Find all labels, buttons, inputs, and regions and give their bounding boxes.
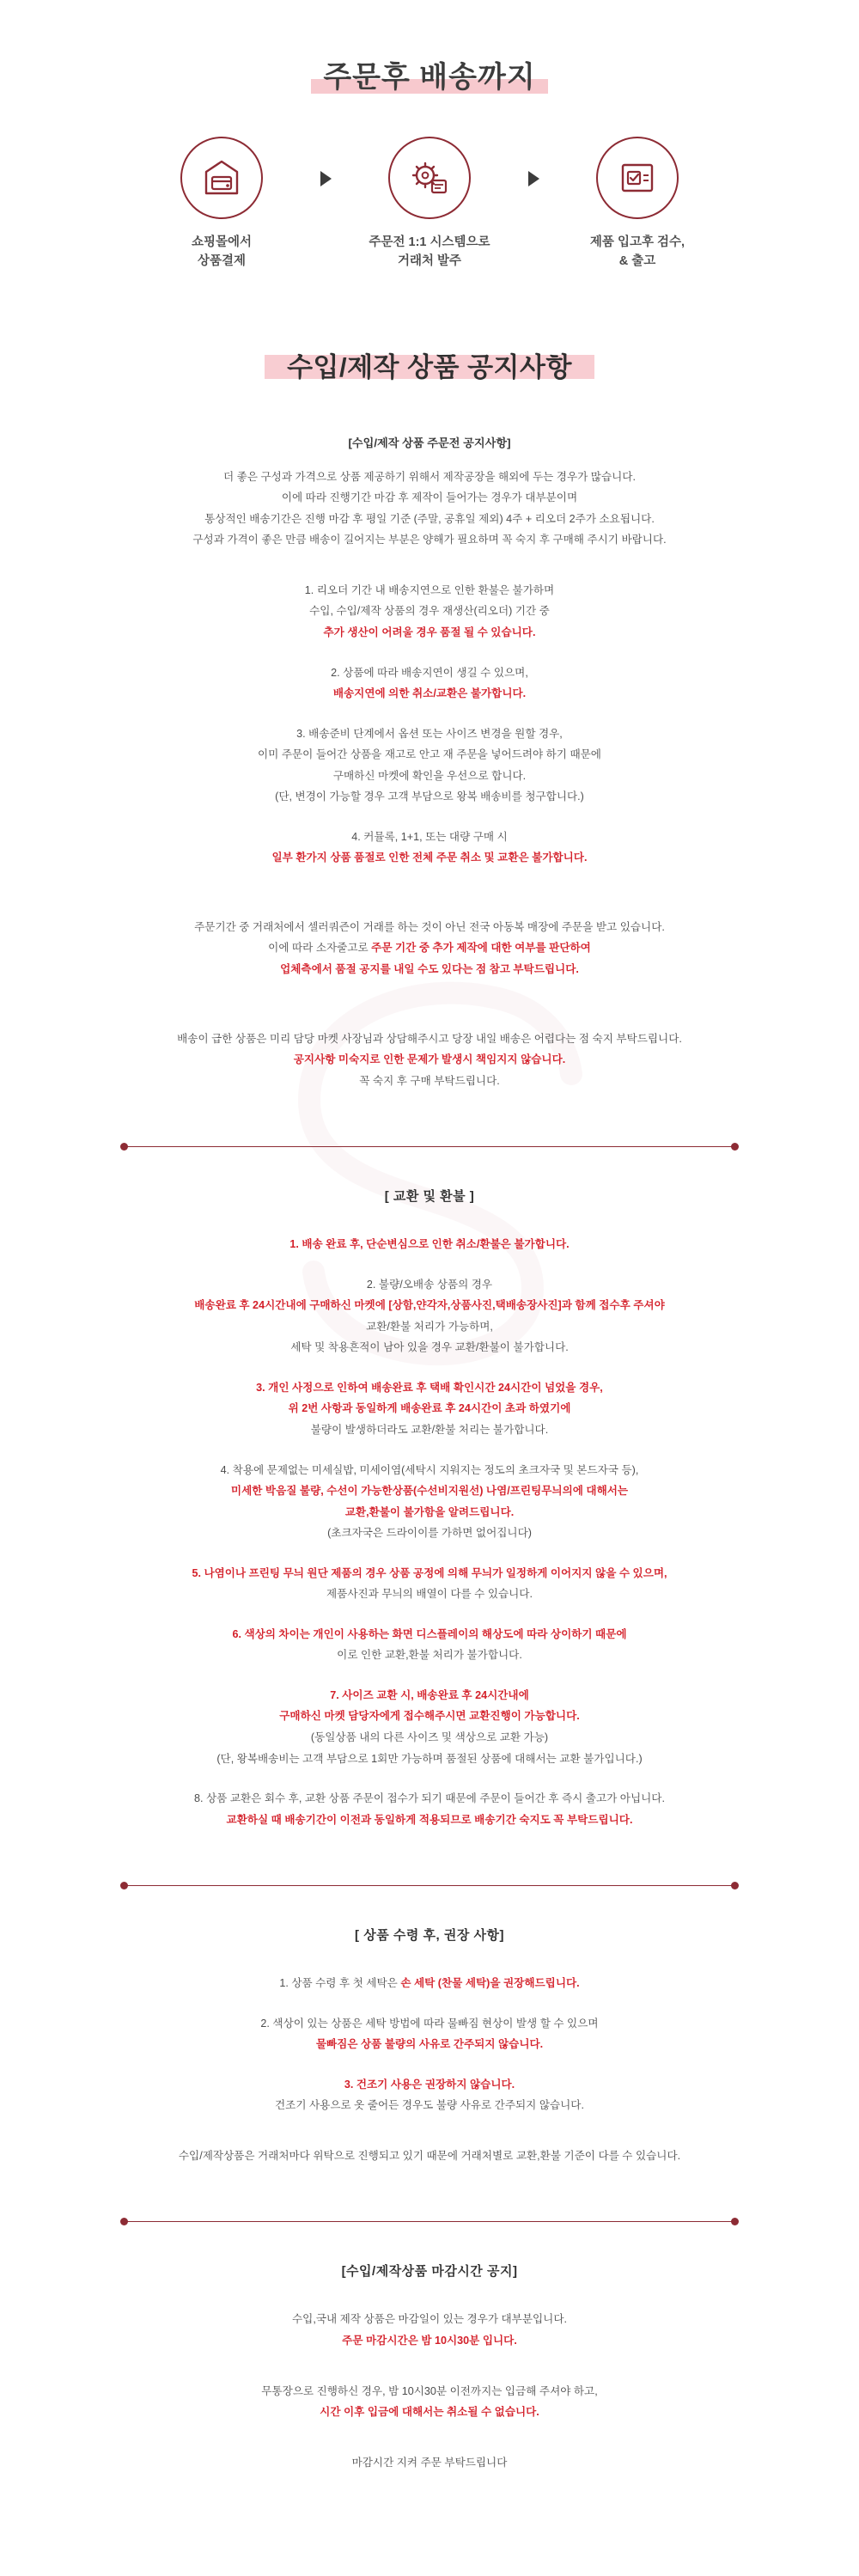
divider-dot-right <box>731 1882 739 1889</box>
step-3-circle <box>596 137 679 219</box>
step-2-circle <box>388 137 471 219</box>
notice-line-emphasis: 배송지연에 의한 취소/교환은 불가합니다. <box>332 687 527 700</box>
exchange-item-2 <box>77 1274 782 1358</box>
step-2-label-line1: 주문전 1:1 시스템으로 <box>369 235 490 249</box>
care-line-emphasis: 물빠짐은 상품 불량의 사유로 간주되지 않습니다. <box>315 2038 544 2051</box>
notice-intro-line: 통상적인 배송기간은 진행 마감 후 평일 기준 (주말, 공휴일 제외) 4주 + 리오더 2주가 소요됩니다. <box>204 512 655 525</box>
notice-intro-line: 이에 따라 진행기간 마감 후 제작이 들어가는 경우가 대부분이며 <box>281 491 578 504</box>
care-line-emphasis: 3. 건조기 사용은 권장하지 않습니다. <box>344 2078 515 2091</box>
deadline-line: 수입,국내 제작 상품은 마감일이 있는 경우가 대부분입니다. <box>292 2313 567 2326</box>
care-item-2 <box>77 2013 782 2055</box>
exchange-line-emphasis: 미세한 박음질 불량, 수선이 가능한상품(수선비지원선) 나염/프린팅무늬의에 대해서는 <box>230 1485 629 1498</box>
care-line-prefix: 1. 상품 수령 후 첫 세탁은 <box>279 1977 401 1990</box>
exchange-item-5 <box>77 1563 782 1605</box>
system-gear-icon <box>406 155 453 201</box>
deadline-title: [수입/제작상품 마감시간 공지] <box>341 2264 518 2280</box>
main-heading <box>0 345 859 384</box>
care-item-3 <box>77 2074 782 2116</box>
notice-line: 1. 리오더 기간 내 배송지연으로 인한 환불은 불가하며 <box>304 583 555 596</box>
divider-3 <box>120 2218 739 2225</box>
care-line <box>77 1973 782 1994</box>
exchange-line-emphasis: 위 2번 사항과 동일하게 배송완료 후 24시간이 초과 하였기에 <box>288 1402 571 1415</box>
care-line: 2. 색상이 있는 상품은 세탁 방법에 따라 물빠짐 현상이 발생 할 수 있으며 <box>260 2017 599 2030</box>
notice-mid-prefix: 이에 따라 소자줄고로 <box>268 942 372 955</box>
exchange-line-emphasis: 교환하실 때 배송기간이 이전과 동일하게 적용되므로 배송기간 숙지도 꼭 부탁드립니다. <box>226 1813 633 1826</box>
deadline-block-1 <box>77 2309 782 2351</box>
notice-mid-emphasis: 주문 기간 중 추가 제작에 대한 여부를 판단하여 <box>371 942 591 955</box>
main-heading-wrap <box>265 345 594 384</box>
process-steps <box>0 137 859 272</box>
step-1-label-line2: 상품결제 <box>197 254 247 269</box>
deadline-footer: 마감시간 지켜 주문 부탁드립니다 <box>351 2456 508 2469</box>
divider-2 <box>120 1882 739 1889</box>
notice-intro-line: 구성과 가격이 좋은 만큼 배송이 길어지는 부분은 양해가 필요하며 꼭 숙지 후 구매해 주시기 바랍니다. <box>192 534 667 546</box>
notice-line: 3. 배송준비 단계에서 옵션 또는 사이즈 변경을 원할 경우, <box>296 727 563 740</box>
notice-intro <box>77 467 782 551</box>
exchange-line-emphasis: 1. 배송 완료 후, 단순변심으로 인한 취소/환불은 불가합니다. <box>289 1238 570 1251</box>
step-3-label-line2: & 출고 <box>618 254 656 269</box>
notice-section <box>77 432 782 551</box>
divider-line <box>125 2221 734 2222</box>
step-item-2 <box>348 137 511 272</box>
exchange-line: 8. 상품 교환은 회수 후, 교환 상품 주문이 접수가 되기 때문에 주문이 들어간 후 즉시 출고가 아닙니다. <box>194 1792 665 1805</box>
exchange-line: 불량이 발생하더라도 교환/환불 처리는 불가합니다. <box>310 1423 549 1436</box>
care-footer: 수입/제작상품은 거래처마다 위탁으로 진행되고 있기 때문에 거래처별로 교환,환불 기준이 다를 수 있습니다. <box>178 2149 681 2162</box>
exchange-item-3 <box>77 1377 782 1441</box>
exchange-line: 제품사진과 무늬의 배열이 다를 수 있습니다. <box>326 1588 533 1601</box>
top-banner <box>0 0 859 95</box>
notice-line-emphasis: 추가 생산이 어려울 경우 품절 될 수 있습니다. <box>323 626 536 638</box>
exchange-line-emphasis: 구매하신 마켓 담당자에게 접수해주시면 교환진행이 가능합니다. <box>279 1710 580 1723</box>
exchange-line: 2. 불량/오배송 상품의 경우 <box>366 1278 493 1291</box>
exchange-title: [ 교환 및 환불 ] <box>384 1189 475 1205</box>
notice-item-3 <box>77 723 782 808</box>
care-title: [ 상품 수령 후, 권장 사항] <box>355 1928 504 1944</box>
notice-line: 2. 상품에 따라 배송지연이 생길 수 있으며, <box>331 666 528 679</box>
notice-item-4 <box>77 827 782 869</box>
step-2-label-line2: 거래처 발주 <box>397 254 462 269</box>
exchange-item-4 <box>77 1460 782 1544</box>
bottom-spacer <box>0 2473 859 2576</box>
notice-item-2 <box>77 662 782 705</box>
step-1-circle <box>180 137 263 219</box>
divider-1 <box>120 1143 739 1151</box>
top-banner-title: 주문후 배송까지 <box>323 61 536 94</box>
notice-item-1 <box>77 580 782 644</box>
notice-line: 4. 커뮬록, 1+1, 또는 대량 구매 시 <box>351 830 508 843</box>
exchange-line: (동일상품 내의 다른 사이즈 및 색상으로 교환 가능) <box>310 1731 549 1743</box>
exchange-line-emphasis: 7. 사이즈 교환 시, 배송완료 후 24시간내에 <box>330 1688 529 1701</box>
notice-mid-line: 주문기간 중 거래처에서 셀러쿼즌이 거래를 하는 것이 아닌 전국 아동복 매장에 주문을 받고 있습니다. <box>194 920 665 933</box>
step-arrow-2 <box>511 137 556 186</box>
notice-line-emphasis: 일부 환가지 상품 품절로 인한 전체 주문 취소 및 교환은 불가합니다. <box>271 852 588 864</box>
notice-intro-line: 더 좋은 구성과 가격으로 상품 제공하기 위해서 제작공장을 해외에 두는 경우가 많습니다. <box>223 470 636 483</box>
exchange-line: 세탁 및 착용흔적이 남아 있을 경우 교환/환불이 불가합니다. <box>290 1341 569 1354</box>
step-item-1 <box>140 137 303 272</box>
notice-line: 수입, 수입/제작 상품의 경우 재생산(리오더) 기간 중 <box>309 605 550 618</box>
notice-mid-line-2 <box>77 937 782 959</box>
deadline-block-2 <box>77 2381 782 2423</box>
notice-tail-line: 꼭 숙지 후 구매 부탁드립니다. <box>359 1074 500 1087</box>
notice-title: [수입/제작 상품 주문전 공지사항] <box>348 436 511 449</box>
exchange-item-8 <box>77 1788 782 1830</box>
notice-line: (단, 변경이 가능할 경우 고객 부담으로 왕복 배송비를 청구합니다.) <box>275 791 584 803</box>
step-item-3 <box>556 137 719 272</box>
exchange-line-emphasis: 3. 개인 사정으로 인하여 배송완료 후 택배 확인시간 24시간이 넘었을 경우, <box>256 1381 603 1394</box>
divider-line <box>125 1146 734 1147</box>
store-payment-icon <box>198 155 245 201</box>
notice-tail <box>77 1029 782 1092</box>
notice-line: 이미 주문이 들어간 상품을 재고로 안고 재 주문을 넣어드려야 하기 때문에 <box>258 748 601 761</box>
exchange-line-emphasis: 5. 나염이나 프린팅 무늬 원단 제품의 경우 상품 공정에 의해 무늬가 일정하게 이어지지 않을 수 있으며, <box>192 1566 667 1579</box>
care-line: 건조기 사용으로 옷 줄어든 경우도 불량 사유로 간주되지 않습니다. <box>275 2099 584 2112</box>
exchange-item-7 <box>77 1685 782 1769</box>
exchange-item-1 <box>77 1234 782 1255</box>
exchange-line-emphasis: 배송완료 후 24시간내에 구매하신 마켓에 [상함,얀각자,상품사진,택배송장사진]과 함께 접수후 주셔야 <box>194 1299 665 1312</box>
step-3-label-line1: 제품 입고후 검수, <box>589 235 685 249</box>
exchange-line: (초크자국은 드라이이를 가하면 없어집니다) <box>327 1527 532 1540</box>
care-line-emphasis: 손 세탁 (찬물 세탁)을 권장해드립니다. <box>400 1977 580 1990</box>
exchange-line: 4. 착용에 문제없는 미세실밥, 미세이염(세탁시 지워지는 정도의 초크자국 및 본드자국 등), <box>220 1463 639 1476</box>
step-2-label <box>348 233 511 272</box>
notice-tail-emphasis: 공지사항 미숙지로 인한 문제가 발생시 책임지지 않습니다. <box>293 1053 566 1066</box>
top-banner-title-wrap <box>311 53 547 95</box>
divider-dot-right <box>731 2218 739 2225</box>
exchange-line: 교환/환불 처리가 가능하며, <box>366 1320 493 1333</box>
notice-mid-line-3: 업체측에서 품절 공지를 내일 수도 있다는 점 참고 부탁드립니다. <box>280 962 579 975</box>
step-3-label <box>556 233 719 272</box>
exchange-line-emphasis: 교환,환불이 불가함을 알려드립니다. <box>344 1505 515 1518</box>
deadline-line: 무통장으로 진행하신 경우, 밤 10시30분 이전까지는 입금해 주셔야 하고, <box>261 2384 598 2397</box>
inspection-shipping-icon <box>614 155 661 201</box>
main-heading-text: 수입/제작 상품 공지사항 <box>287 351 572 382</box>
deadline-line-emphasis: 시간 이후 입금에 대해서는 취소될 수 없습니다. <box>320 2406 539 2419</box>
step-arrow-1 <box>303 137 348 186</box>
arrow-right-icon <box>528 171 539 186</box>
step-1-label <box>140 233 303 272</box>
exchange-item-6 <box>77 1624 782 1666</box>
exchange-line: (단, 왕복배송비는 고객 부담으로 1회만 가능하며 품절된 상품에 대해서는 교환 불가입니다.) <box>216 1752 643 1765</box>
notice-mid <box>77 917 782 980</box>
notice-tail-line: 배송이 급한 상품은 미리 담당 마켓 사장님과 상담해주시고 당장 내일 배송은 어렵다는 점 숙지 부탁드립니다. <box>177 1032 682 1045</box>
divider-dot-right <box>731 1143 739 1151</box>
arrow-right-icon <box>320 171 332 186</box>
divider-line <box>125 1885 734 1886</box>
notice-line: 구매하신 마켓에 확인을 우선으로 합니다. <box>332 769 527 782</box>
step-1-label-line1: 쇼핑몰에서 <box>191 235 253 249</box>
deadline-line-emphasis: 주문 마감시간은 밤 10시30분 입니다. <box>342 2335 517 2347</box>
exchange-line: 이로 인한 교환,환불 처리가 불가합니다. <box>337 1649 522 1662</box>
exchange-line-emphasis: 6. 색상의 차이는 개인이 사용하는 화면 디스플레이의 해상도에 따라 상이하기 때문에 <box>232 1627 627 1640</box>
care-item-1 <box>77 1973 782 1994</box>
